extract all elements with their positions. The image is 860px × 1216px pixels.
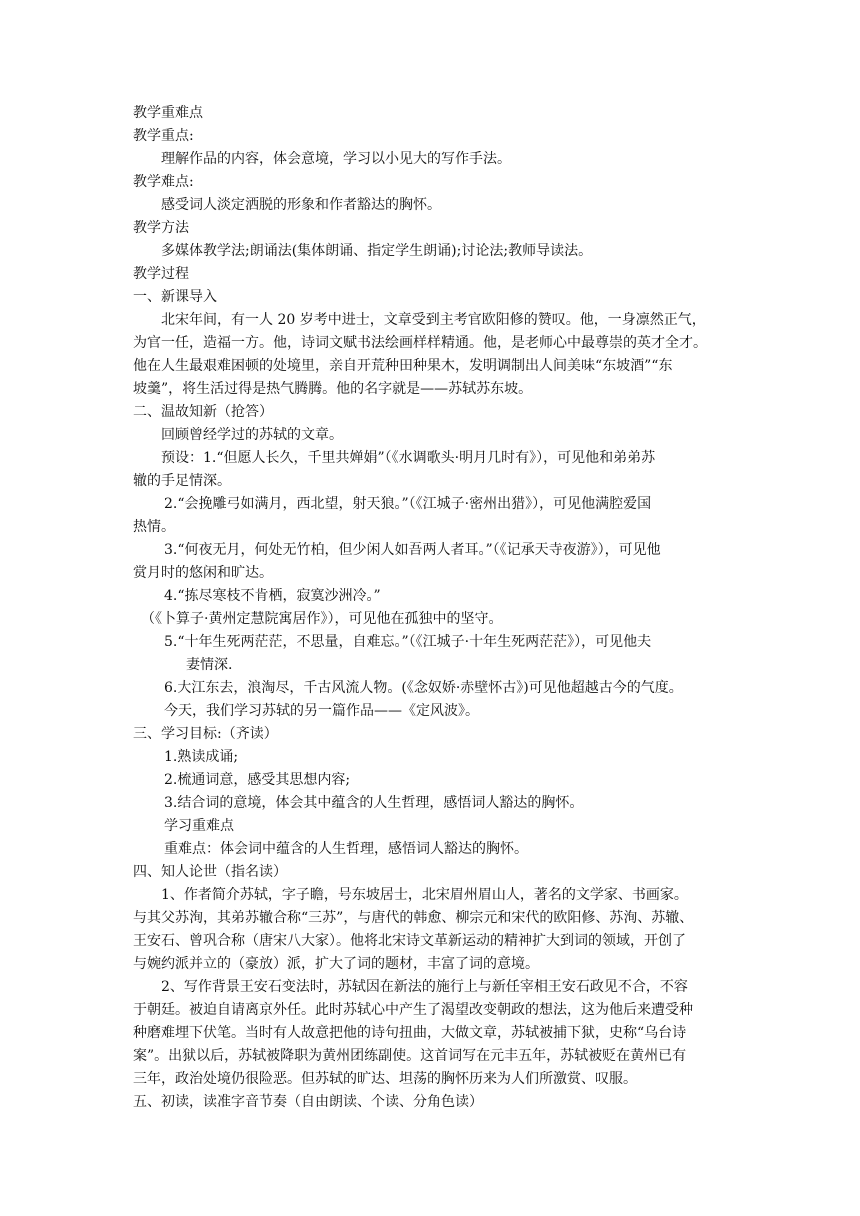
paragraph-line: 案”。出狱以后，苏轼被降职为黄州团练副使。这首词写在元丰五年，苏轼被贬在黄州已有 bbox=[133, 1048, 687, 1064]
paragraph-line: 种磨难埋下伏笔。当时有人故意把他的诗句扭曲，大做文章，苏轼被捕下狱，史称“乌台诗 bbox=[133, 1025, 687, 1041]
paragraph-line: 4.“拣尽寒枝不肯栖，寂寞沙洲冷。” bbox=[164, 588, 381, 604]
paragraph-line: 重难点：体会词中蕴含的人生哲理，感悟词人豁达的胸怀。 bbox=[164, 841, 528, 857]
paragraph-line: （《卜算子·黄州定慧院寓居作》），可见他在孤独中的坚守。 bbox=[141, 611, 503, 627]
section-heading-review: 二、温故知新（抢答） bbox=[133, 404, 273, 420]
list-item: 3.结合词的意境，体会其中蕴含的人生哲理，感悟词人豁达的胸怀。 bbox=[164, 795, 584, 811]
paragraph-line: 预设：1.“但愿人长久，千里共婵娟”（《水调歌头·明月几时有》），可见他和弟弟苏 bbox=[161, 450, 656, 466]
list-item: 1.熟读成诵; bbox=[164, 749, 239, 765]
paragraph-line: 为官一任，造福一方。他，诗词文赋书法绘画样样精通。他，是老师心中最尊崇的英才全才。 bbox=[133, 335, 707, 351]
paragraph-line: 2.“会挽雕弓如满月，西北望，射天狼。”（《江城子·密州出猎》），可见他满腔爱国 bbox=[164, 496, 652, 512]
heading-key-difficult-points: 教学重难点 bbox=[133, 105, 203, 121]
paragraph-line: 热情。 bbox=[133, 519, 175, 535]
paragraph-line: 赏月时的悠闲和旷达。 bbox=[133, 565, 273, 581]
paragraph-line: 于朝廷。被迫自请离京外任。此时苏轼心中产生了渴望改变朝政的想法，这为他后来遭受种 bbox=[133, 1002, 693, 1018]
paragraph-key-points: 理解作品的内容，体会意境，学习以小见大的写作手法。 bbox=[161, 151, 511, 167]
section-heading-intro: 一、新课导入 bbox=[133, 289, 217, 305]
paragraph-line: 与其父苏洵，其弟苏辙合称“三苏”，与唐代的韩愈、柳宗元和宋代的欧阳修、苏洵、苏辙、 bbox=[133, 910, 694, 926]
paragraph-difficult-points: 感受词人淡定洒脱的形象和作者豁达的胸怀。 bbox=[161, 197, 441, 213]
paragraph-line: 王安石、曾巩合称（唐宋八大家）。他将北宋诗文革新运动的精神扩大到词的领域，开创了 bbox=[133, 933, 686, 949]
heading-teaching-process: 教学过程 bbox=[133, 266, 189, 282]
section-heading-objectives: 三、学习目标:（齐读） bbox=[133, 726, 278, 742]
paragraph-line: 三年，政治处境仍很险恶。但苏轼的旷达、坦荡的胸怀历来为人们所激赏、叹服。 bbox=[133, 1071, 637, 1087]
heading-teaching-methods: 教学方法 bbox=[133, 220, 189, 236]
paragraph-line: 回顾曾经学过的苏轼的文章。 bbox=[161, 427, 343, 443]
paragraph-line: 妻情深. bbox=[186, 657, 233, 673]
paragraph-line: 今天，我们学习苏轼的另一篇作品——《定风波》。 bbox=[164, 703, 479, 719]
paragraph-line: 他在人生最艰难困顿的处境里，亲自开荒种田种果木，发明调制出人间美味“东坡酒”“东 bbox=[133, 358, 673, 374]
paragraph-line: 3.“何夜无月，何处无竹柏，但少闲人如吾两人者耳。”（《记承天寺夜游》），可见他 bbox=[164, 542, 661, 558]
paragraph-teaching-methods: 多媒体教学法;朗诵法(集体朗诵、指定学生朗诵);讨论法;教师导读法。 bbox=[161, 243, 593, 259]
section-heading-author: 四、知人论世（指名读） bbox=[133, 864, 287, 880]
paragraph-line: 坡羹”，将生活过得是热气腾腾。他的名字就是——苏轼苏东坡。 bbox=[133, 381, 533, 397]
paragraph-line: 2、写作背景王安石变法时，苏轼因在新法的施行上与新任宰相王安石政见不合，不容 bbox=[161, 979, 688, 995]
paragraph-line: 5.“十年生死两茫茫，不思量，自难忘。”（《江城子·十年生死两茫茫》），可见他夫 bbox=[164, 634, 652, 650]
paragraph-line: 1、作者简介苏轼，字子瞻，号东坡居士，北宋眉州眉山人，著名的文学家、书画家。 bbox=[161, 887, 688, 903]
section-heading-first-reading: 五、初读，读准字音节奏（自由朗读、个读、分角色读） bbox=[133, 1094, 483, 1110]
heading-key-points: 教学重点: bbox=[133, 128, 194, 144]
list-item: 2.梳通词意，感受其思想内容; bbox=[164, 772, 351, 788]
heading-difficult-points: 教学难点: bbox=[133, 174, 194, 190]
paragraph-line: 辙的手足情深。 bbox=[133, 473, 231, 489]
paragraph-line: 北宋年间，有一人 20 岁考中进士，文章受到主考官欧阳修的赞叹。他，一身凛然正气， bbox=[161, 312, 706, 328]
paragraph-line: 6.大江东去，浪淘尽，千古风流人物。(《念奴娇·赤壁怀古》)可见他超越古今的气度。 bbox=[164, 680, 683, 696]
subheading-key-difficult-points: 学习重难点 bbox=[164, 818, 234, 834]
paragraph-line: 与婉约派并立的（豪放）派，扩大了词的题材，丰富了词的意境。 bbox=[133, 956, 539, 972]
